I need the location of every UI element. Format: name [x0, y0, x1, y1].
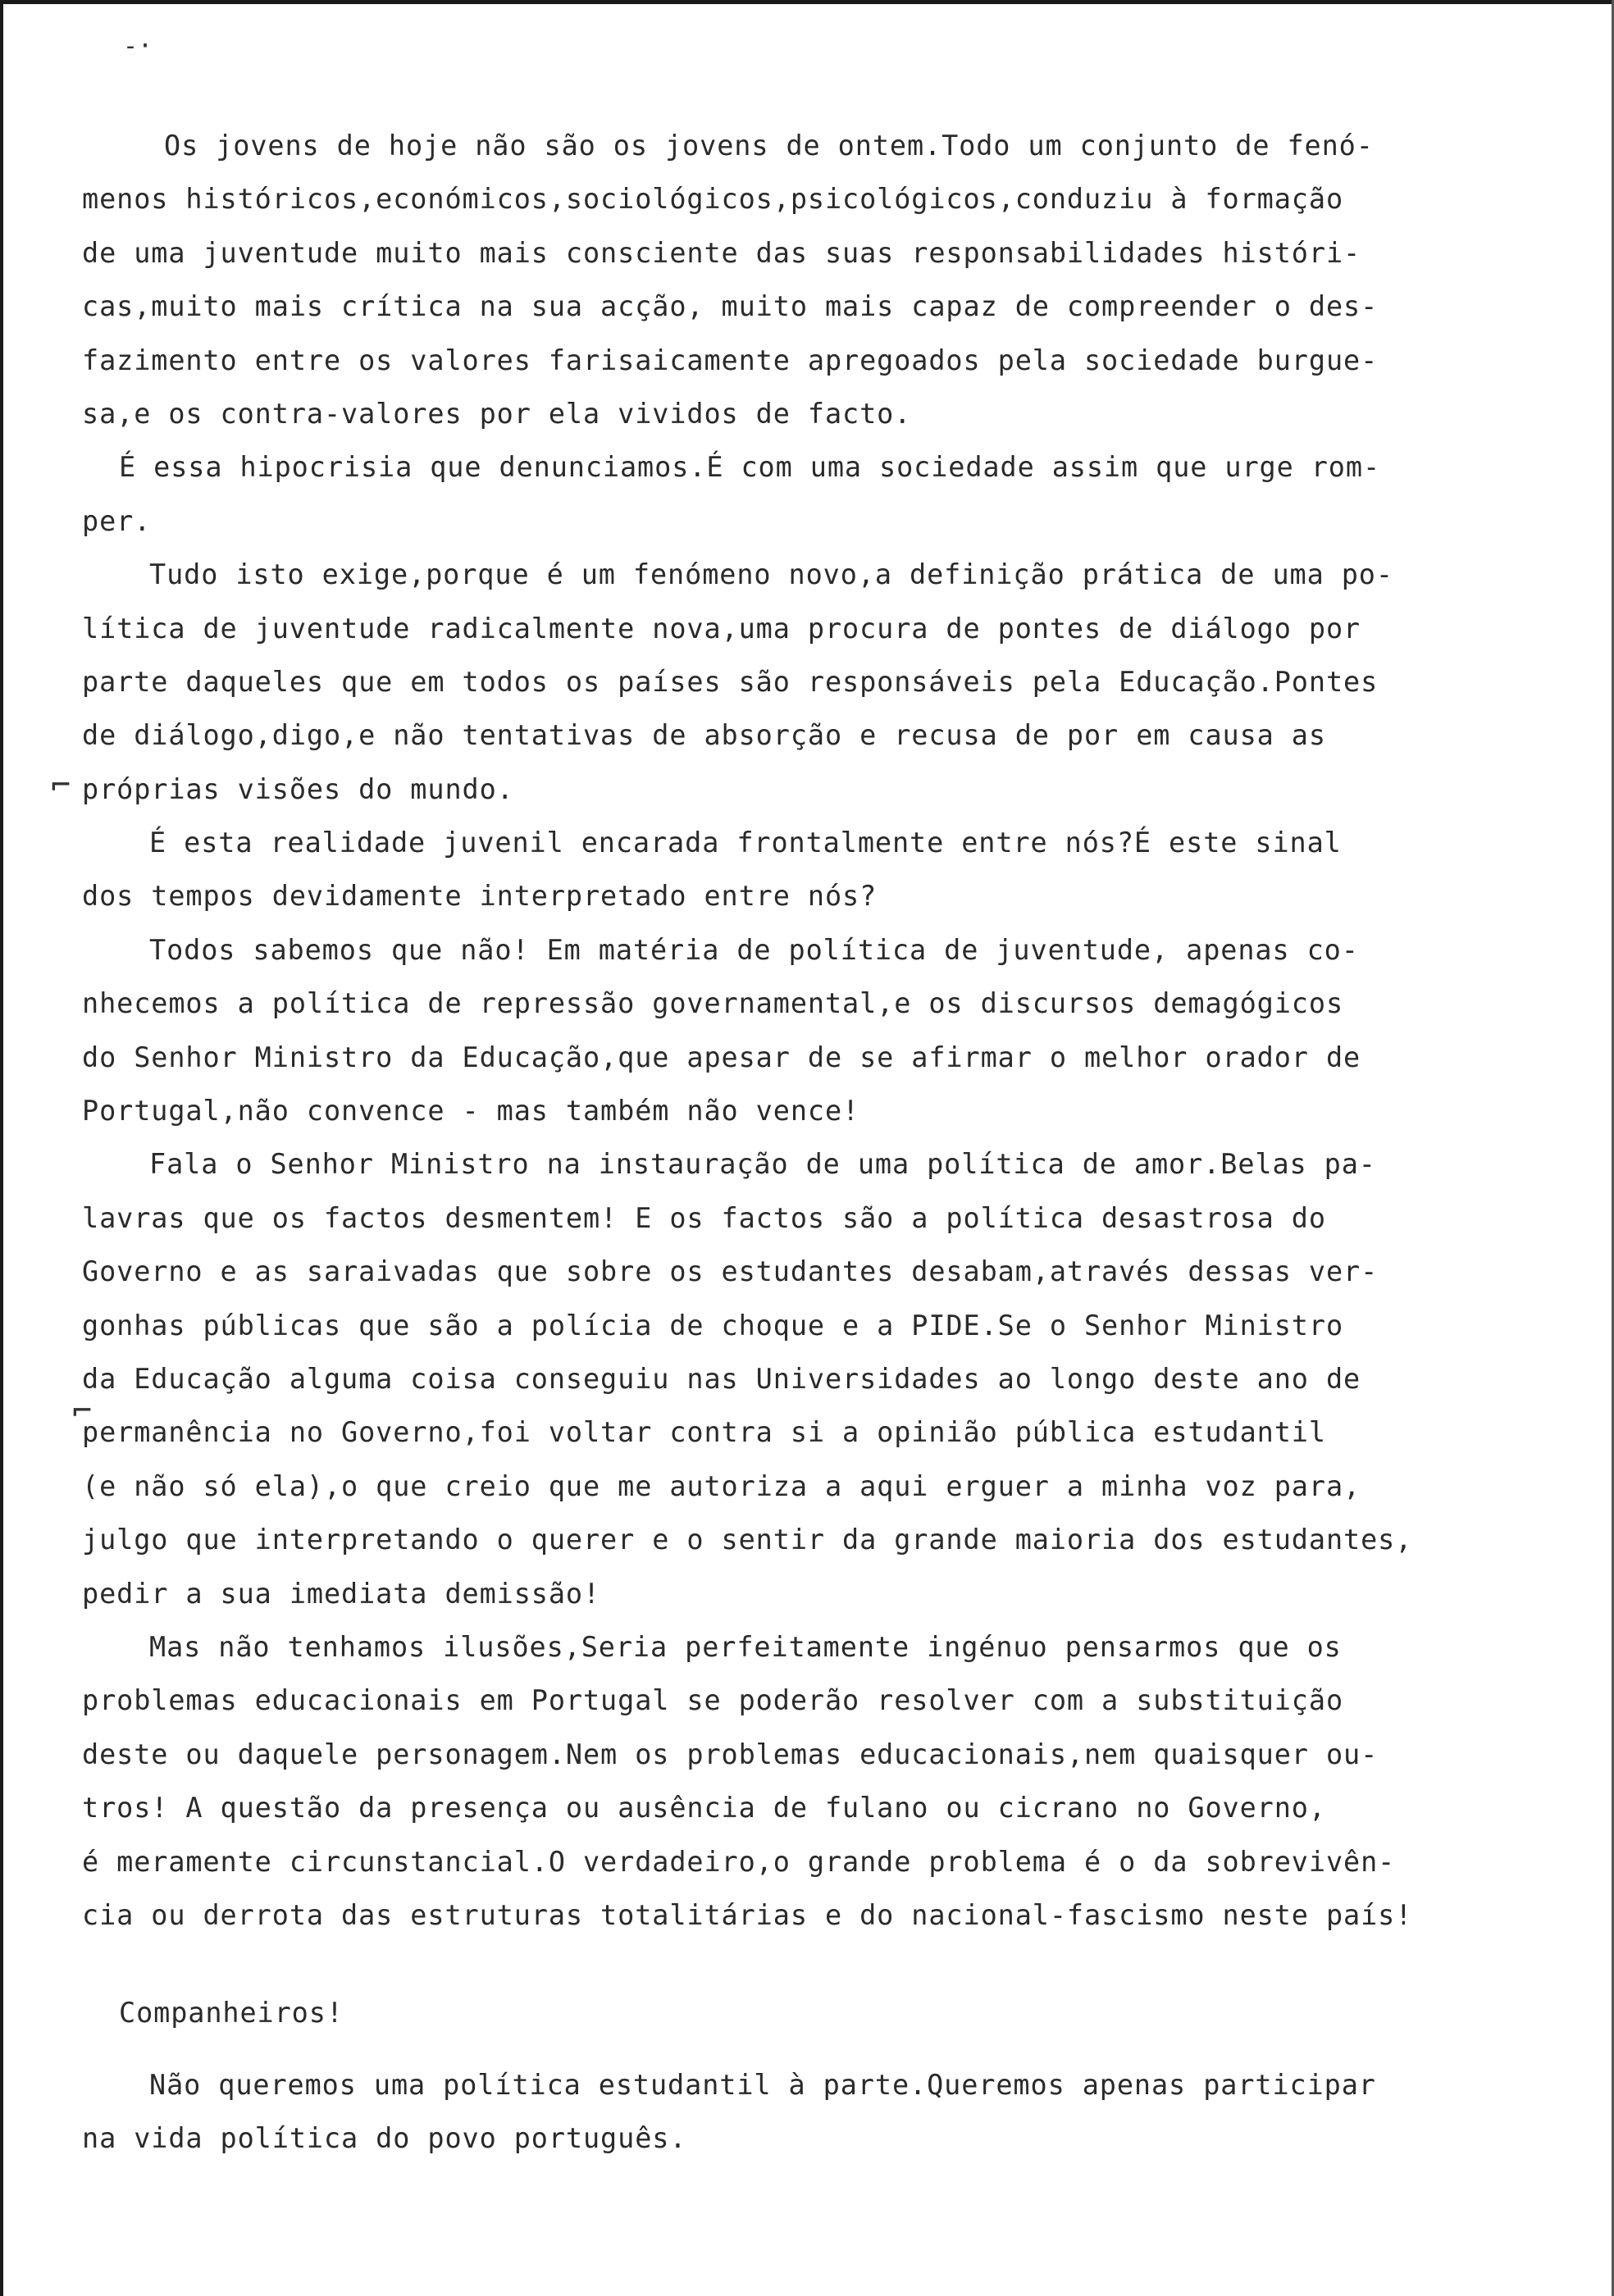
spacer	[82, 2040, 1583, 2058]
text-line: deste ou daquele personagem.Nem os problemas educacionais,nem quaisquer ou-	[82, 1738, 1379, 1770]
text-line: da Educação alguma coisa conseguiu nas Universidades ao longo deste ano de	[82, 1362, 1361, 1395]
left-edge-line	[0, 0, 3, 2296]
text-line: Não queremos uma política estudantil à parte.Queremos apenas participar	[149, 2068, 1376, 2101]
text-line: Os jovens de hoje não são os jovens de ontem.Todo um conjunto de fenó-	[164, 130, 1374, 162]
document-body	[82, 119, 1583, 2165]
text-line: lítica de juventude radicalmente nova,uma procura de pontes de diálogo por	[82, 612, 1361, 645]
text-line: fazimento entre os valores farisaicamente apregoados pela sociedade burgue-	[82, 344, 1379, 376]
text-line: sa,e os contra-valores por ela vividos de facto.	[82, 397, 912, 430]
text-line: per.	[82, 504, 152, 537]
text-line: de uma juventude muito mais consciente das suas responsabilidades históri-	[82, 236, 1361, 269]
text-line: permanência no Governo,foi voltar contra si a opinião pública estudantil	[82, 1416, 1326, 1449]
top-edge-line	[0, 0, 1614, 4]
text-line: tros! A questão da presença ou ausência de fulano ou cicrano no Governo,	[82, 1792, 1326, 1824]
text-line: na vida política do povo português.	[82, 2122, 687, 2155]
text-line: menos históricos,económicos,sociológicos,psicológicos,conduziu à formação	[82, 183, 1344, 216]
text-line: julgo que interpretando o querer e o sentir da grande maioria dos estudantes,	[82, 1524, 1413, 1556]
text-line: pedir a sua imediata demissão!	[82, 1577, 601, 1610]
text-line: cia ou derrota das estruturas totalitárias e do nacional-fascismo neste país!	[82, 1898, 1413, 1931]
salutation: Companheiros!	[119, 1997, 344, 2029]
text-line: parte daqueles que em todos os países são responsáveis pela Educação.Pontes	[82, 665, 1379, 698]
text-line: gonhas públicas que são a polícia de choque e a PIDE.Se o Senhor Ministro	[82, 1309, 1344, 1342]
corner-mark: -·	[123, 32, 153, 61]
text-line: do Senhor Ministro da Educação,que apesar de se afirmar o melhor orador de	[82, 1041, 1361, 1073]
text-line: É essa hipocrisia que denunciamos.É com uma sociedade assim que urge rom-	[119, 451, 1381, 484]
text-line: próprias visões do mundo.	[82, 772, 514, 805]
margin-mark: ⌐	[51, 767, 71, 804]
margin-mark: ⌐	[72, 1392, 93, 1430]
spacer	[82, 1942, 1583, 1986]
text-line: lavras que os factos desmentem! E os factos são a política desastrosa do	[82, 1201, 1326, 1234]
text-line: Fala o Senhor Ministro na instauração de uma política de amor.Belas pa-	[149, 1148, 1376, 1181]
text-line: é meramente circunstancial.O verdadeiro,o grande problema é o da sobrevivên-	[82, 1845, 1396, 1878]
text-line: cas,muito mais crítica na sua acção, muito mais capaz de compreender o des-	[82, 290, 1379, 323]
text-line: nhecemos a política de repressão governamental,e os discursos demagógicos	[82, 987, 1344, 1020]
text-line: dos tempos devidamente interpretado entre nós?	[82, 880, 878, 913]
text-line: É esta realidade juvenil encarada frontalmente entre nós?É este sinal	[149, 827, 1342, 859]
text-line: de diálogo,digo,e não tentativas de absorção e recusa de por em causa as	[82, 719, 1326, 752]
text-line: Governo e as saraivadas que sobre os estudantes desabam,através dessas ver-	[82, 1255, 1379, 1288]
text-line: Tudo isto exige,porque é um fenómeno novo,a definição prática de uma po-	[149, 558, 1393, 591]
text-line: Mas não tenhamos ilusões,Seria perfeitamente ingénuo pensarmos que os	[149, 1630, 1342, 1663]
text-line: Todos sabemos que não! Em matéria de política de juventude, apenas co-	[149, 933, 1359, 966]
text-line: problemas educacionais em Portugal se poderão resolver com a substituição	[82, 1684, 1344, 1717]
text-line: Portugal,não convence - mas também não vence!	[82, 1095, 860, 1128]
text-line: (e não só ela),o que creio que me autoriza a aqui erguer a minha voz para,	[82, 1469, 1361, 1502]
